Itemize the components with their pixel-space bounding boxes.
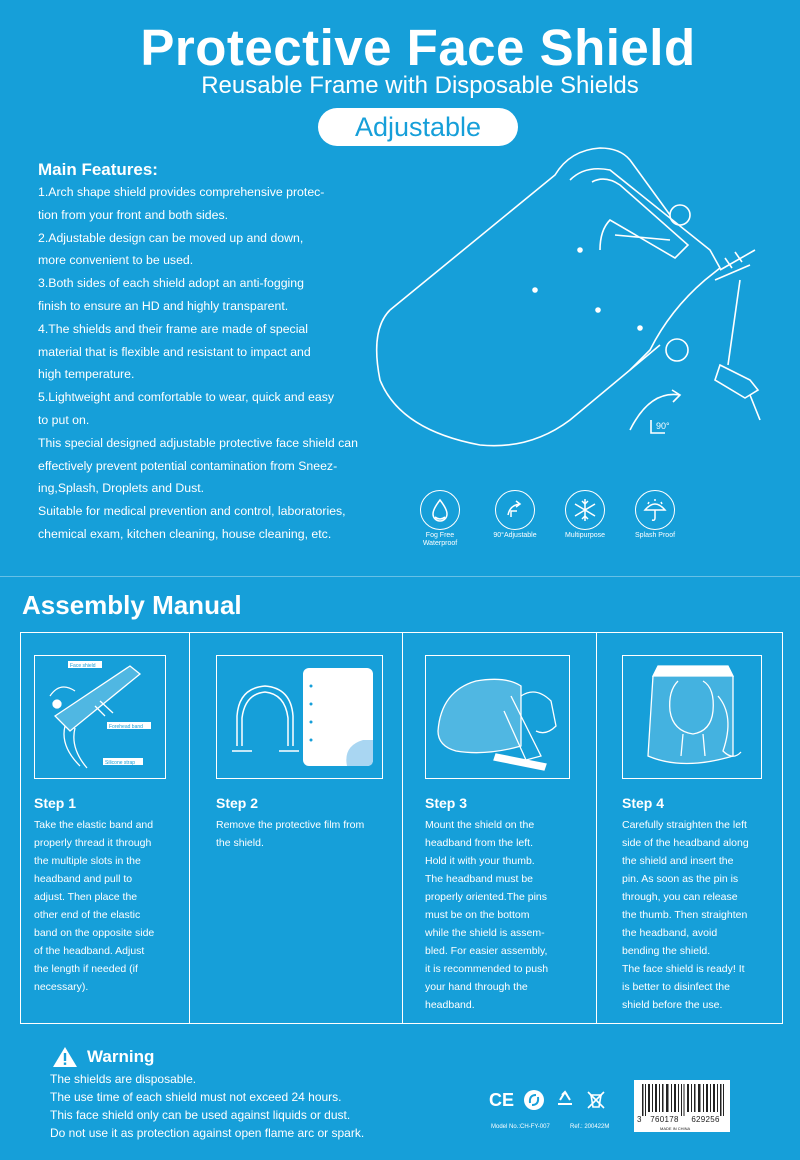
step-line: the shield and insert the <box>622 855 734 867</box>
step-line: Carefully straighten the left <box>622 819 747 831</box>
barcode <box>634 1080 730 1132</box>
step-line: headband from the left. <box>425 837 533 849</box>
feature-line: tion from your front and both sides. <box>38 207 229 222</box>
made-in-label: MADE IN CHINA <box>660 1126 691 1131</box>
adjust-knob-top <box>670 205 690 225</box>
feature-line: to put on. <box>38 412 90 427</box>
step-line: Hold it with your thumb. <box>425 855 535 867</box>
step-line: The face shield is ready! It <box>622 963 745 975</box>
step2-illustration <box>216 655 383 779</box>
reference-number: Ref.: 200422M <box>570 1124 610 1130</box>
step-line: while the shield is assem- <box>425 927 545 939</box>
step-line: of the headband. Adjust <box>34 945 145 957</box>
feature-line: material that is flexible and resistant to impact and <box>38 344 311 359</box>
step1-illustration <box>34 655 166 779</box>
feature-line: 5.Lightweight and comfortable to wear, quick and easy <box>38 390 334 405</box>
feature-line: ing,Splash, Droplets and Dust. <box>38 481 205 496</box>
rotate-arrow <box>630 394 680 430</box>
step4-heading: Step 4 <box>622 795 665 811</box>
step-line: necessary). <box>34 981 89 993</box>
multipurpose-icon <box>550 490 620 540</box>
step-line: the shield. <box>216 837 264 849</box>
step-line: Remove the protective film from <box>216 819 365 831</box>
step-line: The headband must be <box>425 873 533 885</box>
step-line: Take the elastic band and <box>34 819 154 831</box>
barcode-first-digit: 3 <box>637 1115 642 1124</box>
barcode-left-group: 760178 <box>650 1115 679 1124</box>
step-line: headband. <box>425 999 475 1011</box>
step-line: bled. For easier assembly, <box>425 945 548 957</box>
feature-line: 1.Arch shape shield provides comprehensive protec- <box>38 185 325 199</box>
shield-top-edge <box>390 148 670 310</box>
step3-text <box>425 816 548 1014</box>
waterproof-label: Waterproof <box>422 540 458 547</box>
step1-heading: Step 1 <box>34 795 77 811</box>
step-line: side of the headband along <box>622 837 749 849</box>
fog-free-label: Fog Free <box>425 532 455 539</box>
headband-inner <box>592 179 688 258</box>
assembly-heading: Assembly Manual <box>22 590 242 620</box>
adjustable-label: 90°Adjustable <box>493 532 537 539</box>
features-heading: Main Features: <box>38 160 158 179</box>
step-line: adjust. Then place the <box>34 891 138 903</box>
splash-proof-label: Splash Proof <box>634 532 676 539</box>
green-dot-icon <box>523 1089 545 1111</box>
warning-title: Warning <box>87 1047 155 1066</box>
warning-line: This face shield only can be used against liquids or dust. <box>50 1108 351 1122</box>
warning-line: The use time of each shield must not exceed 24 hours. <box>50 1090 342 1104</box>
angle-label: 90° <box>656 421 670 431</box>
step3-heading: Step 3 <box>425 795 468 811</box>
step-line: through, you can release <box>622 891 738 903</box>
face-shield-callout: Face shield <box>70 663 96 669</box>
page-subtitle: Reusable Frame with Disposable Shields <box>201 72 639 99</box>
feature-line: Suitable for medical prevention and control, laboratories, <box>38 504 346 519</box>
step-line: headband and pull to <box>34 873 133 885</box>
step-line: properly oriented.The pins <box>425 891 547 903</box>
feature-line: high temperature. <box>38 367 135 382</box>
headband-frame <box>570 169 720 370</box>
assembly-grid <box>20 632 783 1024</box>
step-line: shield before the use. <box>622 999 723 1011</box>
certification-marks <box>489 1089 607 1111</box>
recycle-icon <box>554 1089 576 1111</box>
step4-illustration <box>622 655 762 779</box>
step-line: other end of the elastic <box>34 909 141 921</box>
step-line: it is recommended to push <box>425 963 549 975</box>
adjust-knob-bottom <box>666 339 688 361</box>
warning-icon <box>52 1046 78 1068</box>
fog-free-icon <box>405 490 475 548</box>
column-divider <box>596 633 597 1023</box>
step-line: the multiple slots in the <box>34 855 141 867</box>
adjustable-badge: Adjustable <box>318 108 518 146</box>
step2-text <box>216 816 364 852</box>
feature-line: This special designed adjustable protective face shield can <box>38 435 358 450</box>
page-title: Protective Face Shield <box>140 19 696 76</box>
warning-line: Do not use it as protection against open flame arc or spark. <box>50 1126 365 1140</box>
step-line: properly thread it through <box>34 837 152 849</box>
feature-line: chemical exam, kitchen cleaning, house cleaning, etc. <box>38 526 332 541</box>
step-line: must be on the bottom <box>425 909 530 921</box>
step-line: the headband, avoid <box>622 927 718 939</box>
step-line: is better to disinfect the <box>622 981 730 993</box>
barcode-right-group: 629256 <box>691 1115 720 1124</box>
step-line: your hand through the <box>425 981 528 993</box>
face-shield-illustration <box>370 140 790 470</box>
adjustable-icon <box>480 490 550 540</box>
step-line: pin. As soon as the pin is <box>622 873 739 885</box>
column-divider <box>189 633 190 1023</box>
feature-line: finish to ensure an HD and highly transparent. <box>38 298 289 313</box>
step4-text <box>622 816 749 1014</box>
column-divider <box>402 633 403 1023</box>
forehead-band-callout: Forehead band <box>109 724 143 730</box>
feature-line: 3.Both sides of each shield adopt an anti-fogging <box>38 276 304 291</box>
step-line: Mount the shield on the <box>425 819 535 831</box>
warning-line: The shields are disposable. <box>50 1072 197 1086</box>
warning-heading <box>52 1046 154 1068</box>
feature-line: 4.The shields and their frame are made of special <box>38 321 308 336</box>
warning-list <box>50 1070 364 1142</box>
step2-heading: Step 2 <box>216 795 259 811</box>
step-line: band on the opposite side <box>34 927 155 939</box>
feature-line: more convenient to be used. <box>38 253 194 268</box>
step-line: the thumb. Then straighten <box>622 909 748 921</box>
barcode-bars <box>634 1082 730 1116</box>
silicone-strap-callout: Silicone strap <box>105 760 136 766</box>
feature-line: effectively prevent potential contamination from Sneez- <box>38 458 338 473</box>
weee-bin-icon <box>585 1089 607 1111</box>
barcode-digits <box>637 1115 720 1124</box>
feature-line: 2.Adjustable design can be moved up and down, <box>38 230 304 245</box>
step1-text <box>34 816 154 996</box>
ce-mark: CE <box>489 1089 515 1110</box>
section-divider <box>0 576 800 577</box>
step-line: bending the shield. <box>622 945 711 957</box>
step-line: the length if needed (if <box>34 963 138 975</box>
model-number: Model No.:CH-FY-007 <box>491 1124 550 1130</box>
multipurpose-label: Multipurpose <box>564 532 606 539</box>
splash-proof-icon <box>620 490 690 540</box>
step3-illustration <box>425 655 570 779</box>
shield-bottom-edge <box>377 310 660 446</box>
features-list <box>38 181 388 546</box>
